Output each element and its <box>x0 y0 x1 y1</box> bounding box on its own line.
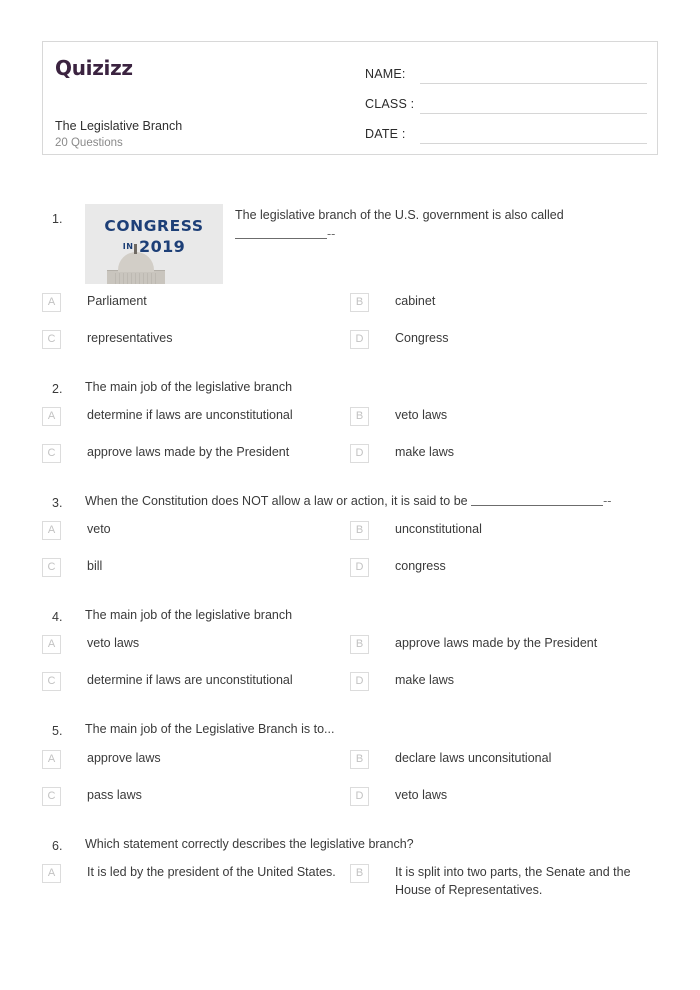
option-letter-badge: D <box>350 444 369 463</box>
question-number: 2. <box>52 382 63 396</box>
option-letter-badge: B <box>350 750 369 769</box>
question-number: 6. <box>52 838 63 853</box>
option-letter-badge: C <box>42 558 61 577</box>
class-field-input[interactable] <box>420 94 647 114</box>
question-text <box>235 196 658 244</box>
option-letter-badge: A <box>42 407 61 426</box>
question-body <box>85 480 658 511</box>
option-text: determine if laws are unconstitutional <box>87 673 293 688</box>
question-head <box>0 196 700 284</box>
question-text-trailing: -- <box>603 494 612 509</box>
option-text: veto laws <box>87 636 140 651</box>
option-text: make laws <box>395 445 455 460</box>
quizizz-logo: Quizizz <box>55 56 133 80</box>
answer-option-a[interactable] <box>42 292 350 329</box>
question-text <box>85 366 658 397</box>
answer-options <box>0 749 700 823</box>
option-letter-badge: D <box>350 787 369 806</box>
question-text-main: The main job of the Legislative Branch is to... <box>85 722 335 737</box>
answer-options <box>0 520 700 594</box>
option-letter-badge: A <box>42 750 61 769</box>
option-text: veto <box>87 522 111 537</box>
option-text: approve laws <box>87 750 161 765</box>
header-left-section <box>55 52 355 149</box>
answer-option-a[interactable] <box>42 520 350 557</box>
name-field-label: NAME: <box>365 67 406 81</box>
worksheet-header-card <box>42 41 658 155</box>
answer-option-c[interactable] <box>42 557 350 594</box>
question-text-main: The main job of the legislative branch <box>85 380 293 394</box>
option-text: bill <box>87 559 103 574</box>
option-letter-badge: D <box>350 330 369 349</box>
option-letter-badge: A <box>42 293 61 312</box>
answer-option-d[interactable] <box>350 557 658 594</box>
question-text-main: The legislative branch of the U.S. government is also called <box>235 208 564 222</box>
option-text: make laws <box>395 673 455 688</box>
option-letter-badge: B <box>350 407 369 426</box>
option-letter-badge: A <box>42 521 61 540</box>
question-text <box>85 594 658 625</box>
answer-option-d[interactable] <box>350 329 658 366</box>
option-text: It is led by the president of the United States. <box>87 864 336 879</box>
option-text: determine if laws are unconstitutional <box>87 408 293 423</box>
date-field-label: DATE : <box>365 127 406 141</box>
option-text: veto laws <box>395 787 448 802</box>
date-field-row <box>365 114 647 144</box>
option-text: pass laws <box>87 787 142 802</box>
answer-option-b[interactable] <box>350 634 658 671</box>
option-letter-badge: C <box>42 330 61 349</box>
question-number: 4. <box>52 610 63 625</box>
question-text-main: Which statement correctly describes the legislative branch? <box>85 836 414 851</box>
option-letter-badge: D <box>350 672 369 691</box>
answer-option-d[interactable] <box>350 443 658 480</box>
answer-options <box>0 863 700 909</box>
class-field-label: CLASS : <box>365 97 415 111</box>
option-text: approve laws made by the President <box>87 445 290 460</box>
option-text: approve laws made by the President <box>395 636 598 651</box>
fill-in-blank[interactable] <box>471 495 603 506</box>
answer-options <box>0 406 700 480</box>
option-letter-badge: B <box>350 293 369 312</box>
option-text: veto laws <box>395 408 448 423</box>
question-block <box>0 823 700 909</box>
questions-list <box>0 196 700 909</box>
option-letter-badge: C <box>42 787 61 806</box>
option-letter-badge: C <box>42 444 61 463</box>
option-letter-badge: A <box>42 635 61 654</box>
answer-option-a[interactable] <box>42 863 350 909</box>
answer-options <box>0 292 700 366</box>
answer-option-b[interactable] <box>350 292 658 329</box>
question-block <box>0 480 700 594</box>
question-head <box>0 480 700 512</box>
question-text-trailing: -- <box>327 226 336 241</box>
question-block <box>0 708 700 822</box>
option-letter-badge: B <box>350 521 369 540</box>
option-letter-badge: B <box>350 635 369 654</box>
answer-option-b[interactable] <box>350 863 658 909</box>
answer-option-b[interactable] <box>350 749 658 786</box>
answer-option-b[interactable] <box>350 520 658 557</box>
quiz-title: The Legislative Branch <box>55 119 183 133</box>
congress-image-year <box>85 237 223 256</box>
question-text <box>85 480 658 511</box>
fill-in-blank[interactable] <box>235 228 327 239</box>
question-text <box>85 823 658 854</box>
option-letter-badge: C <box>42 672 61 691</box>
question-body <box>85 823 658 854</box>
question-body <box>85 366 658 397</box>
option-text: declare laws unconsitutional <box>395 750 552 765</box>
question-body <box>85 708 658 739</box>
question-body <box>85 594 658 625</box>
question-block <box>0 196 700 366</box>
answer-option-a[interactable] <box>42 406 350 443</box>
option-text: cabinet <box>395 294 436 308</box>
answer-option-c[interactable] <box>42 786 350 823</box>
question-head <box>0 823 700 855</box>
class-field-row <box>365 84 647 114</box>
date-field-input[interactable] <box>420 124 647 144</box>
answer-option-d[interactable] <box>350 786 658 823</box>
question-head <box>0 708 700 740</box>
question-text-main: The main job of the legislative branch <box>85 608 293 623</box>
option-letter-badge: D <box>350 558 369 577</box>
answer-option-b[interactable] <box>350 406 658 443</box>
question-count-label: 20 Questions <box>55 137 123 149</box>
answer-option-a[interactable] <box>42 634 350 671</box>
option-text: congress <box>395 559 446 574</box>
question-block <box>0 366 700 480</box>
name-field-input[interactable] <box>420 64 647 84</box>
question-text <box>85 708 658 739</box>
question-block <box>0 594 700 708</box>
question-body <box>85 196 658 284</box>
question-head <box>0 594 700 626</box>
question-text-main: When the Constitution does NOT allow a law or action, it is said to be <box>85 494 472 509</box>
name-field-row <box>365 54 647 84</box>
congress-image-in-label: IN <box>122 242 134 251</box>
option-letter-badge: B <box>350 864 369 883</box>
answer-option-d[interactable] <box>350 671 658 708</box>
question-image-congress-capitol <box>85 204 223 284</box>
student-info-fields <box>365 54 647 144</box>
question-number: 1. <box>52 212 63 226</box>
congress-image-year-value: 2019 <box>139 237 186 256</box>
option-letter-badge: A <box>42 864 61 883</box>
congress-image-word: CONGRESS <box>104 217 204 235</box>
answer-option-c[interactable] <box>42 329 350 366</box>
question-number: 3. <box>52 496 63 511</box>
question-number: 5. <box>52 724 63 739</box>
answer-option-a[interactable] <box>42 749 350 786</box>
option-text: Congress <box>395 331 449 345</box>
question-head <box>0 366 700 398</box>
option-text: unconstitutional <box>395 522 482 537</box>
answer-options <box>0 634 700 708</box>
option-text: It is split into two parts, the Senate and the House of Representatives. <box>395 864 631 898</box>
answer-option-c[interactable] <box>42 443 350 480</box>
option-text: Parliament <box>87 294 147 308</box>
answer-option-c[interactable] <box>42 671 350 708</box>
option-text: representatives <box>87 331 173 345</box>
